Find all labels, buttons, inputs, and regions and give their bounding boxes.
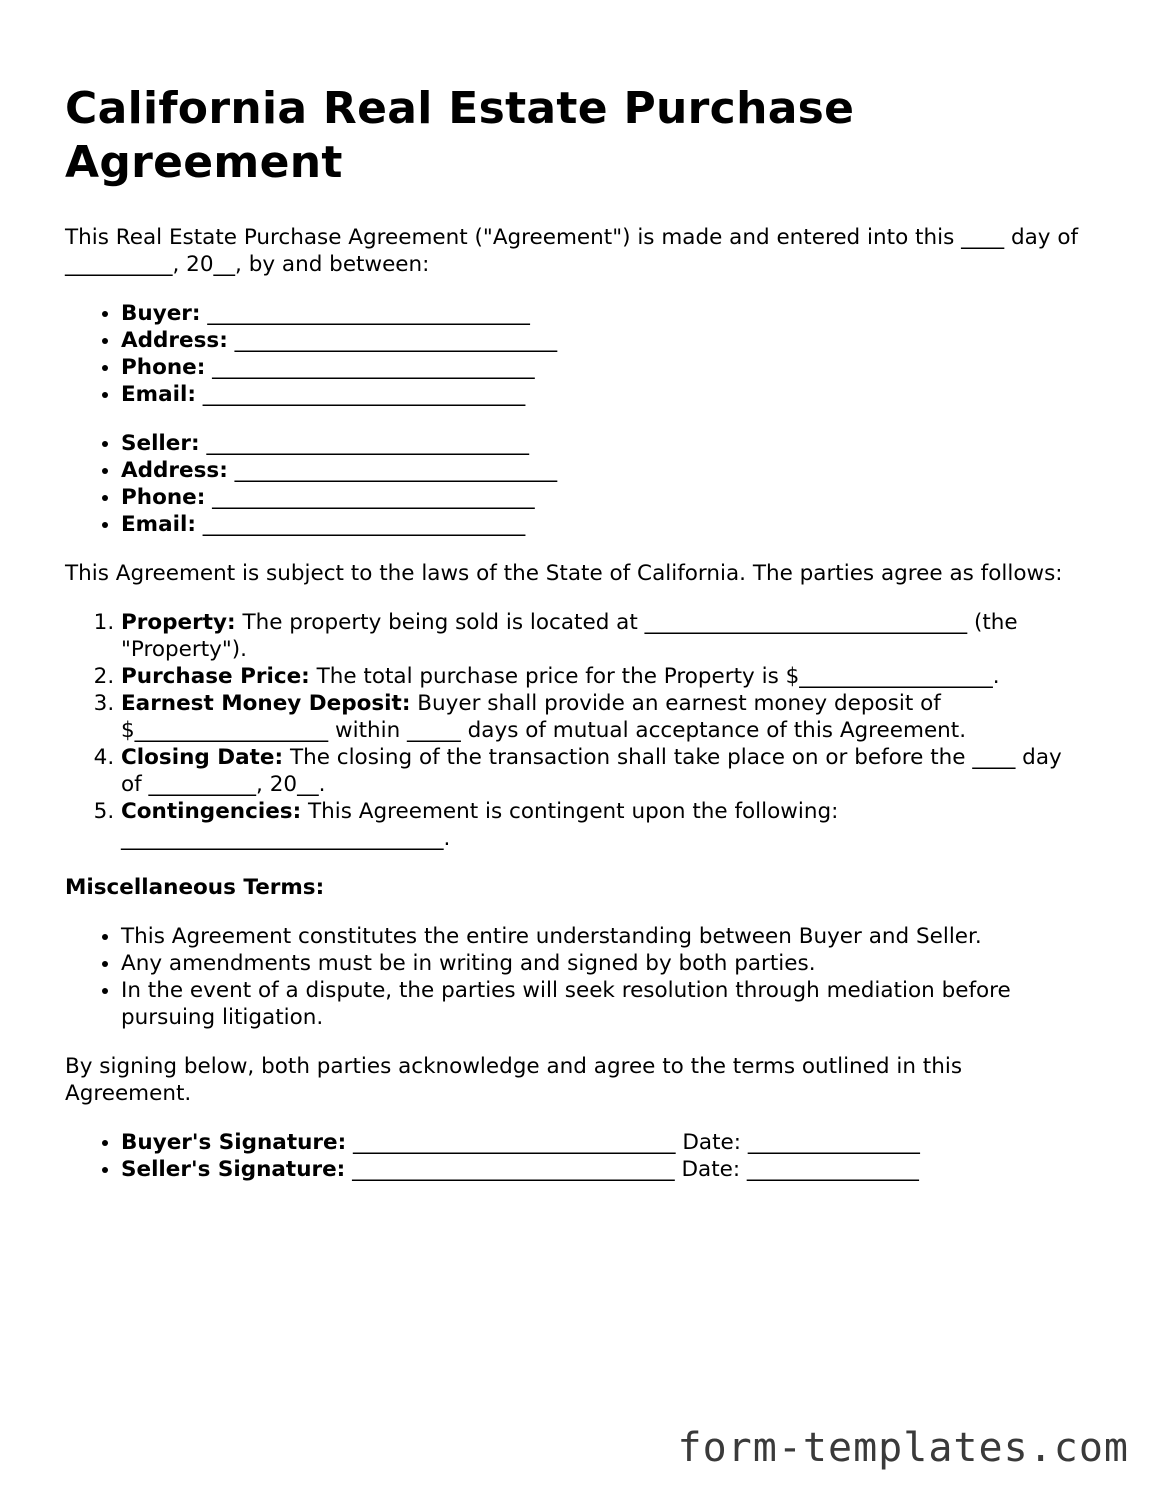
term-closing-date: 4. Closing Date: The closing of the transaction shall take place on or before the ____ day of __________, 20__. — [121, 744, 1085, 798]
term-contingencies: 5. Contingencies: This Agreement is contingent upon the following: ______________________________. — [121, 798, 1085, 852]
document-title: California Real Estate Purchase Agreement — [65, 83, 855, 188]
seller-name-field: • Seller: ______________________________ — [121, 430, 1085, 457]
seller-email-field: • Email: ______________________________ — [121, 511, 1085, 538]
buyer-name-field: • Buyer: ______________________________ — [121, 300, 1085, 327]
document-page — [65, 82, 1085, 1205]
governing-law-paragraph: This Agreement is subject to the laws of the State of California. The parties agree as follows: — [65, 561, 1063, 586]
buyer-phone-field: • Phone: ______________________________ — [121, 354, 1085, 381]
seller-address-field: • Address: ______________________________ — [121, 457, 1085, 484]
seller-signature-line: • Seller's Signature: ______________________________ Date: ________________ — [121, 1156, 1085, 1183]
misc-terms-list — [65, 923, 1085, 1031]
signature-list — [65, 1129, 1085, 1183]
watermark: form-templates.com — [677, 1425, 1129, 1471]
buyer-email-field: • Email: ______________________________ — [121, 381, 1085, 408]
term-property: 1. Property: The property being sold is located at ______________________________ (the "Property"). — [121, 609, 1085, 663]
intro-paragraph: This Real Estate Purchase Agreement ("Agreement") is made and entered into this ____ day of __________, 20__, by and between: — [65, 225, 1079, 277]
buyer-signature-line: • Buyer's Signature: ______________________________ Date: ________________ — [121, 1129, 1085, 1156]
terms-list — [65, 609, 1085, 852]
signing-statement: By signing below, both parties acknowledge and agree to the terms outlined in this Agreement. — [65, 1054, 963, 1106]
misc-term-item: • In the event of a dispute, the parties will seek resolution through mediation before pursuing litigation. — [121, 977, 1085, 1031]
seller-info-list — [65, 430, 1085, 538]
buyer-info-list — [65, 300, 1085, 408]
misc-term-item: • Any amendments must be in writing and signed by both parties. — [121, 950, 1085, 977]
seller-phone-field: • Phone: ______________________________ — [121, 484, 1085, 511]
term-purchase-price: 2. Purchase Price: The total purchase price for the Property is $__________________. — [121, 663, 1085, 690]
misc-term-item: • This Agreement constitutes the entire understanding between Buyer and Seller. — [121, 923, 1085, 950]
buyer-address-field: • Address: ______________________________ — [121, 327, 1085, 354]
term-earnest-money: 3. Earnest Money Deposit: Buyer shall provide an earnest money deposit of $__________________ within _____ days of mutual acceptance of this Agreement. — [121, 690, 1085, 744]
misc-terms-heading: Miscellaneous Terms: — [65, 875, 325, 900]
